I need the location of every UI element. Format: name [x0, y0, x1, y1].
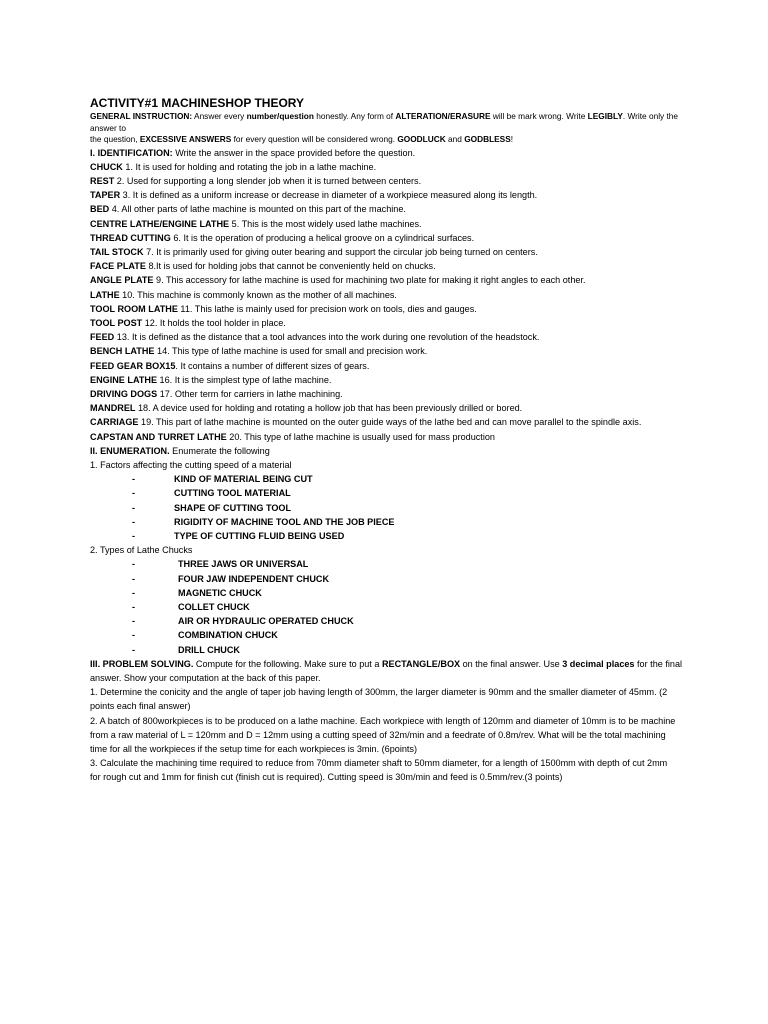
- enumeration-question-1: 1. Factors affecting the cutting speed of a material: [90, 459, 292, 470]
- problem-2: 2. A batch of 800workpieces is to be produced on a lathe machine. Each workpiece with length of 120mm and diameter of 10mm is to be machine: [90, 715, 676, 726]
- list-item: - MAGNETIC CHUCK: [132, 587, 262, 598]
- page-title: ACTIVITY#1 MACHINESHOP THEORY: [90, 96, 305, 110]
- section-problem-solving-heading: III. PROBLEM SOLVING. Compute for the following. Make sure to put a RECTANGLE/BOX on the final answer. Use 3 decimal places for the final: [90, 658, 683, 669]
- list-item: - SHAPE OF CUTTING TOOL: [132, 502, 292, 513]
- list-item: - COLLET CHUCK: [132, 602, 250, 612]
- identification-item: TAIL STOCK 7. It is primarily used for giving outer bearing and support the circular job being turned on centers.: [90, 246, 538, 257]
- list-item: - KIND OF MATERIAL BEING CUT: [132, 474, 313, 485]
- identification-item: LATHE 10. This machine is commonly known as the mother of all machines.: [90, 289, 397, 300]
- general-instruction: GENERAL INSTRUCTION: Answer every number/question honestly. Any form of ALTERATION/ERASURE will be mark wrong. Write LEGIBLY. Write only the answer to: [90, 111, 679, 133]
- problem-2-cont: time for all the workpieces if the setup time for each workpieces is 3min. (6points): [90, 744, 418, 755]
- identification-item: CHUCK 1. It is used for holding and rotating the job in a lathe machine.: [90, 161, 377, 172]
- identification-item: MANDREL 18. A device used for holding and rotating a hollow job that has been previously drilled or bored.: [90, 403, 523, 414]
- problem-1: 1. Determine the conicity and the angle of taper job having length of 300mm, the larger diameter is 90mm and the smaller diameter of 45mm. (2: [90, 687, 668, 698]
- list-item: - DRILL CHUCK: [132, 644, 240, 655]
- problem-solving-instruction: answer. Show your computation at the back of this paper.: [90, 673, 321, 684]
- identification-item: TOOL POST 12. It holds the tool holder in place.: [90, 317, 286, 328]
- identification-item: THREAD CUTTING 6. It is the operation of producing a helical groove on a cylindrical surfaces.: [90, 232, 475, 243]
- identification-item: CENTRE LATHE/ENGINE LATHE 5. This is the most widely used lathe machines.: [90, 218, 422, 229]
- list-item: - AIR OR HYDRAULIC OPERATED CHUCK: [132, 616, 354, 627]
- problem-1-cont: points each final answer): [90, 701, 191, 712]
- identification-item: CAPSTAN AND TURRET LATHE 20. This type of lathe machine is usually used for mass production: [90, 431, 495, 442]
- identification-item: TAPER 3. It is defined as a uniform increase or decrease in diameter of a workpiece measured along its length.: [90, 190, 538, 201]
- section-identification-heading: I. IDENTIFICATION: Write the answer in the space provided before the question.: [90, 147, 416, 158]
- identification-item: TOOL ROOM LATHE 11. This lathe is mainly used for precision work on tools, dies and gauges.: [90, 303, 477, 314]
- document-body: [90, 96, 694, 785]
- identification-item: DRIVING DOGS 17. Other term for carriers in lathe machining.: [90, 388, 343, 399]
- list-item: - RIGIDITY OF MACHINE TOOL AND THE JOB PIECE: [132, 516, 395, 527]
- list-item: - THREE JAWS OR UNIVERSAL: [132, 559, 309, 570]
- problem-3-cont: for rough cut and 1mm for finish cut (finish cut is required). Cutting speed is 30m/min and feed is 0.5mm/rev.(3 points): [90, 772, 563, 783]
- identification-item: FEED GEAR BOX15. It contains a number of different sizes of gears.: [90, 360, 370, 371]
- identification-item: REST 2. Used for supporting a long slender job when it is turned between centers.: [90, 175, 422, 186]
- section-enumeration-heading: II. ENUMERATION. Enumerate the following: [90, 445, 270, 456]
- identification-item: FEED 13. It is defined as the distance that a tool advances into the work during one revolution of the headstock.: [90, 332, 540, 343]
- list-item: - CUTTING TOOL MATERIAL: [132, 488, 291, 499]
- list-item: - TYPE OF CUTTING FLUID BEING USED: [132, 530, 345, 541]
- problem-3: 3. Calculate the machining time required to reduce from 70mm diameter shaft to 50mm diameter, for a length of 1500mm with depth of cut 2mm: [90, 758, 668, 769]
- identification-item: ENGINE LATHE 16. It is the simplest type of lathe machine.: [90, 374, 332, 385]
- list-item: - COMBINATION CHUCK: [132, 630, 278, 641]
- enumeration-question-2: 2. Types of Lathe Chucks: [90, 545, 193, 556]
- identification-item: CARRIAGE 19. This part of lathe machine is mounted on the outer guide ways of the lathe bed and can move parallel to the spindle axis.: [90, 417, 642, 428]
- identification-item: ANGLE PLATE 9. This accessory for lathe machine is used for machining two plate for making it right angles to each other.: [90, 275, 586, 286]
- problem-2-cont: from a raw material of L = 120mm and D = 12mm using a cutting speed of 32m/min and a feedrate of 0.8m/rev. What will be the total machining: [90, 729, 666, 740]
- list-item: - FOUR JAW INDEPENDENT CHUCK: [132, 573, 330, 584]
- identification-item: FACE PLATE 8.It is used for holding jobs that cannot be conveniently held on chucks.: [90, 261, 436, 272]
- identification-item: BED 4. All other parts of lathe machine is mounted on this part of the machine.: [90, 204, 406, 215]
- general-instruction-line2: the question, EXCESSIVE ANSWERS for every question will be considered wrong. GOODLUCK and GODBLESS!: [90, 134, 514, 144]
- identification-item: BENCH LATHE 14. This type of lathe machine is used for small and precision work.: [90, 346, 428, 357]
